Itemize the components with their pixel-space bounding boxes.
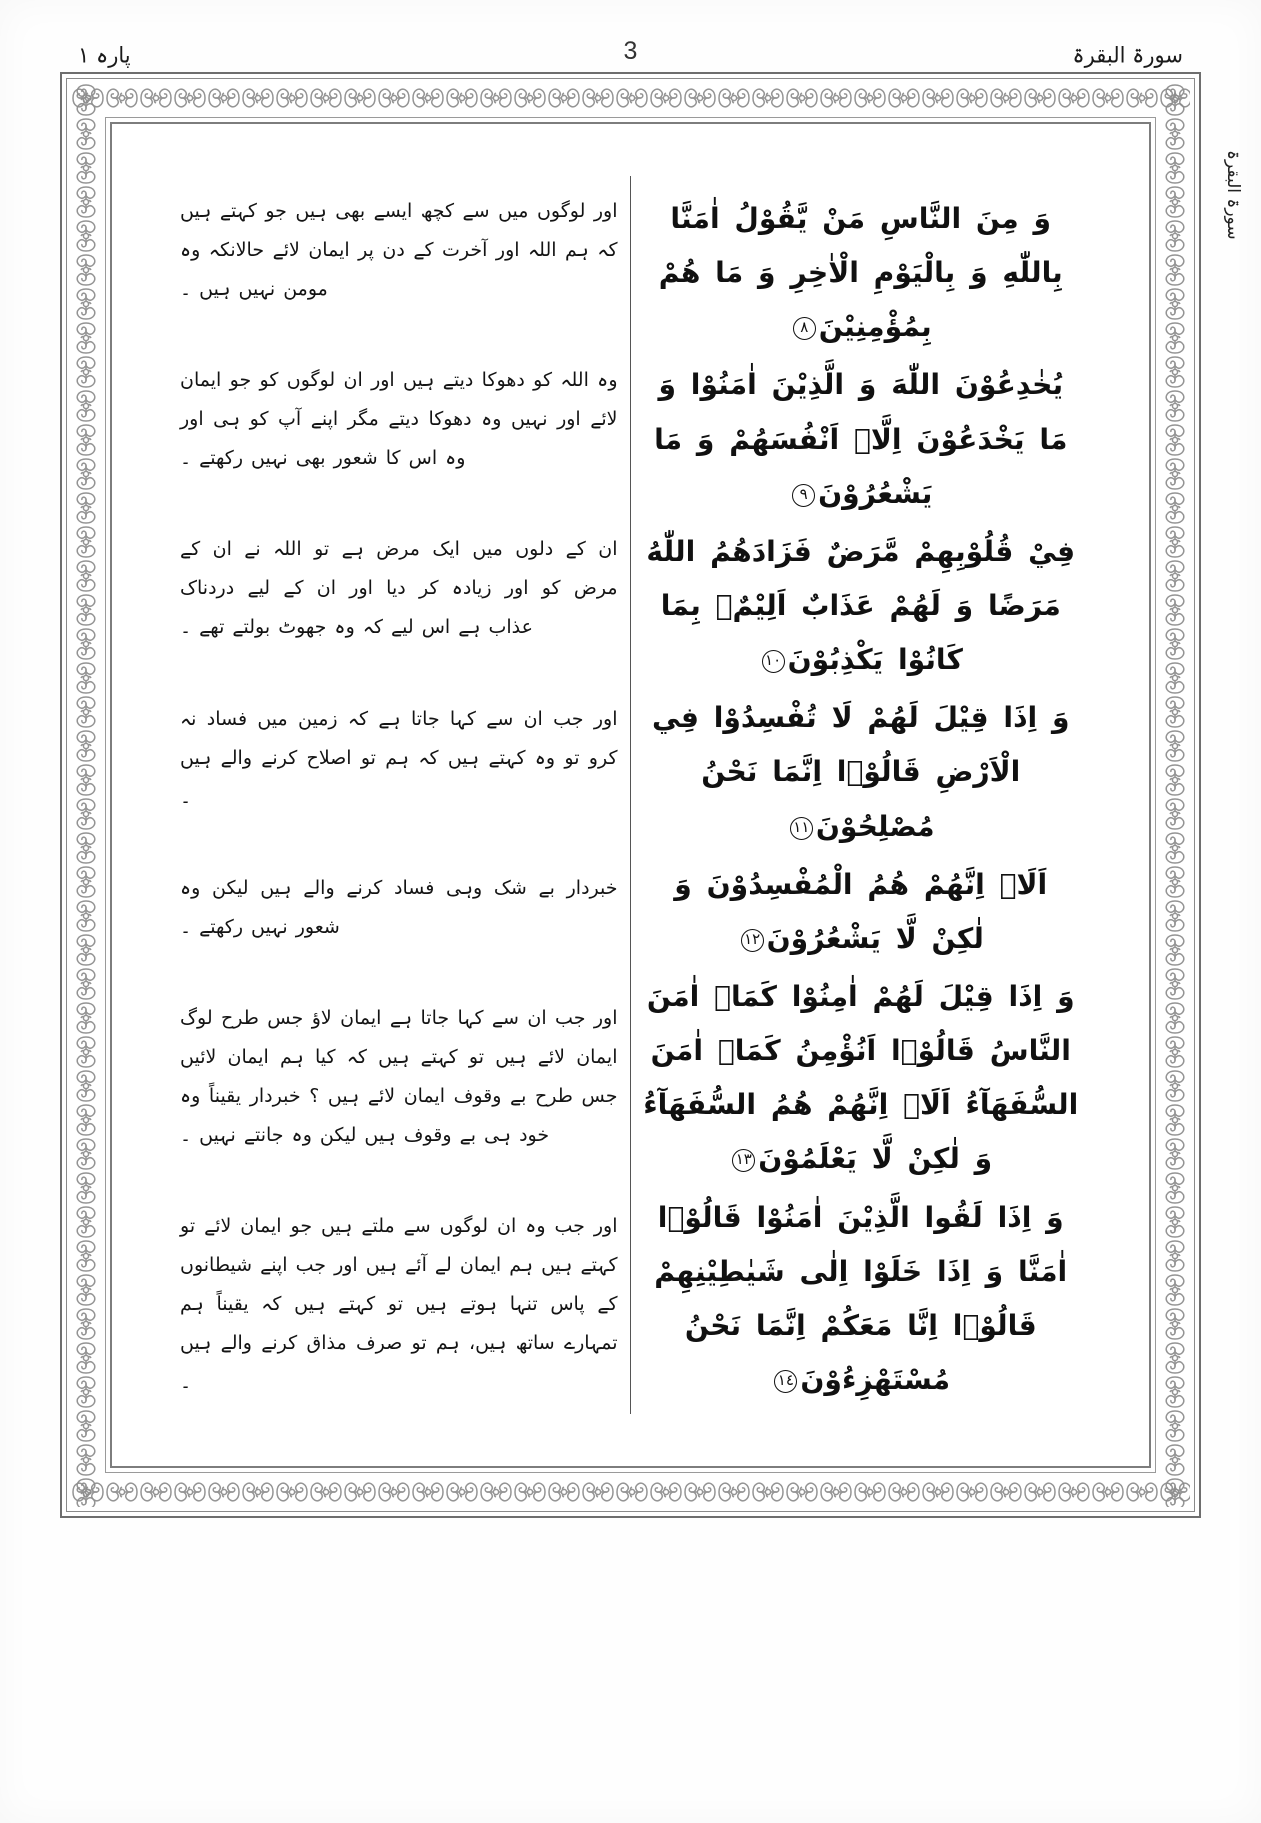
urdu-translation-column [164,176,631,1414]
ornament-border-left [71,83,101,1507]
page-number: 3 [623,37,638,65]
ayah-text: يُخٰدِعُوْنَ اللّٰهَ وَ الَّذِيْنَ اٰمَنُوْا وَ مَا يَخْدَعُوْنَ اِلَّاۤ اَنْفُسَهُمْ وَ مَا يَشْعُرُوْنَ [654,368,1068,510]
margin-surah-tag: سورۃ البقرۃ [1223,150,1243,240]
ayah-text: وَ مِنَ النَّاسِ مَنْ يَّقُوْلُ اٰمَنَّا بِاللّٰهِ وَ بِالْيَوْمِ الْاٰخِرِ وَ مَا هُمْ بِمُؤْمِنِيْنَ [658,202,1063,344]
ayah-number: ١٣ [732,1149,755,1172]
inner-frame [105,117,1156,1473]
ayah-text: وَ اِذَا لَقُوا الَّذِيْنَ اٰمَنُوْا قَالُوْۤا اٰمَنَّا وَ اِذَا خَلَوْا اِلٰى شَيٰطِيْنِهِمْ قَالُوْۤا اِنَّا مَعَكُمْ اِنَّمَا نَحْنُ مُسْتَهْزِءُوْنَ [654,1200,1068,1396]
translation-block: اور لوگوں میں سے کچھ ایسے بھی ہیں جو کہتے ہیں کہ ہم اللہ اور آخرت کے دن پر ایمان لائے حالانکہ وہ مومن نہیں ہیں ۔ [180,200,618,300]
ayah-number: ١٤ [774,1370,797,1393]
translation-block: ان کے دلوں میں ایک مرض ہے تو اللہ نے ان کے مرض کو اور زیادہ کر دیا اور ان کے لیے دردناک عذاب ہے اس لیے کہ وہ جھوٹ بولتے تھے ۔ [180,538,618,639]
translation-block: اور جب وہ ان لوگوں سے ملتے ہیں جو ایمان لائے تو کہتے ہیں ہم ایمان لے آئے ہیں اور جب اپنے شیطانوں کے پاس تنہا ہوتے ہیں تو کہتے ہیں کہ یقیناً ہم تمہارے ساتھ ہیں، ہم تو صرف مذاق کرنے والے ہیں ۔ [180,1215,618,1394]
translation-block: اور جب ان سے کہا جاتا ہے کہ زمین میں فساد نہ کرو تو وہ کہتے ہیں کہ ہم تو اصلاح کرنے والے ہیں ۔ [180,707,618,808]
ayah-block [643,856,1080,968]
inner-frame-rule [110,122,1151,1468]
ayah-text: وَ اِذَا قِيْلَ لَهُمْ اٰمِنُوْا كَمَاۤ اٰمَنَ النَّاسُ قَالُوْۤا اَنُؤْمِنُ كَمَاۤ اٰمَنَ السُّفَهَآءُ اَلَاۤ اِنَّهُمْ هُمُ السُّفَهَآءُ وَ لٰكِنْ لَّا يَعْلَمُوْنَ [643,979,1079,1176]
ayah-number: ٨ [793,317,816,340]
surah-label: سورۃ البقرۃ [1072,42,1183,68]
para-label: پارہ ١ [78,42,131,68]
arabic-column [631,176,1098,1414]
ayah-block [643,190,1080,356]
ayah-block [643,1189,1080,1410]
running-header [78,24,1183,66]
ayah-text: فِيْ قُلُوْبِهِمْ مَّرَضٌ فَزَادَهُمُ اللّٰهُ مَرَضًا وَ لَهُمْ عَذَابٌ اَلِيْمٌۢ بِمَا كَانُوْا يَكْذِبُوْنَ [646,534,1076,677]
ornament-border-right [1160,83,1190,1507]
translation-block: اور جب ان سے کہا جاتا ہے ایمان لاؤ جس طرح لوگ ایمان لائے ہیں تو کہتے ہیں کہ کیا ہم ایمان لائیں جس طرح بے وقوف ایمان لائے ہیں ؟ خبردار یقیناً وہ خود ہی بے وقوف ہیں لیکن وہ جانتے نہیں ۔ [180,1007,618,1146]
ayah-text: اَلَاۤ اِنَّهُمْ هُمُ الْمُفْسِدُوْنَ وَ لٰكِنْ لَّا يَشْعُرُوْنَ [674,867,1048,955]
translation-block: خبردار بے شک وہی فساد کرنے والے ہیں لیکن وہ شعور نہیں رکھتے ۔ [180,876,618,938]
ayah-block [643,968,1080,1189]
page-frame [60,72,1201,1518]
ayah-block [643,356,1080,522]
ayah-number: ١٠ [762,650,785,673]
ayah-text: وَ اِذَا قِيْلَ لَهُمْ لَا تُفْسِدُوْا فِي الْاَرْضِ قَالُوْۤا اِنَّمَا نَحْنُ مُصْلِحُوْنَ [651,701,1070,843]
translation-block: وہ اللہ کو دھوکا دیتے ہیں اور ان لوگوں کو جو ایمان لائے اور نہیں وہ دھوکا دیتے مگر اپنے آپ کو ہی اور وہ اس کا شعور بھی نہیں رکھتے ۔ [180,369,618,470]
ayah-number: ١٢ [741,929,764,952]
ornament-border-top [71,83,1190,113]
ayah-block [643,689,1080,855]
ayah-block [643,523,1080,689]
text-body [164,176,1097,1414]
ayah-number: ٩ [792,484,815,507]
ayah-number: ١١ [790,817,813,840]
ornament-border-bottom [71,1477,1190,1507]
